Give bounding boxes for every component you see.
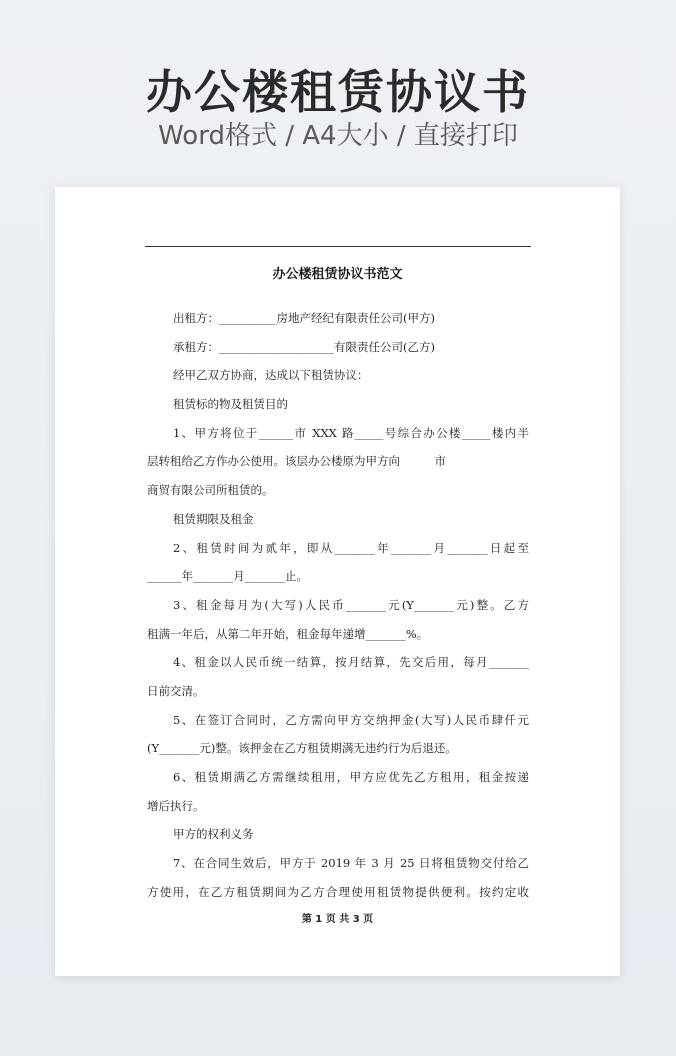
document-body <box>147 304 529 906</box>
document-page <box>55 187 620 976</box>
clause-4-line-2: 日前交清。 <box>147 683 205 698</box>
header-title: 办公楼租赁协议书 <box>146 65 530 119</box>
clause-2-line-2: ______年_______月_______止。 <box>147 569 308 584</box>
page-number-footer: 第 1 页 共 3 页 <box>301 914 374 925</box>
clause-3-line-1: 3、租金每月为(大写)人民币_______元(Y_______元)整。乙方 <box>173 597 529 612</box>
section-heading-lessor-rights: 甲方的权利义务 <box>173 827 254 842</box>
lessor-line: 出租方：__________房地产经纪有限责任公司(甲方) <box>173 311 435 325</box>
clause-5-line-1: 5、在签订合同时，乙方需向甲方交纳押金(大写)人民币肆仟元 <box>173 712 529 727</box>
clause-1-line-1: 1、甲方将位于______市 XXX 路_____号综合办公楼_____楼内半 <box>173 425 529 440</box>
clause-4-line-1: 4、租金以人民币统一结算，按月结算，先交后用，每月_______ <box>173 655 529 670</box>
clause-6-line-1: 6、租赁期满乙方需继续租用，甲方应优先乙方租用，租金按递 <box>173 770 529 784</box>
clause-1-line-3: 商贸有限公司所租赁的。 <box>147 483 274 498</box>
top-rule <box>145 246 531 247</box>
section-heading-subject: 租赁标的物及租赁目的 <box>173 397 288 412</box>
clause-2-line-1: 2、租赁时间为贰年，即从_______年_______月_______日起至 <box>173 540 529 555</box>
clause-7-line-1: 7、在合同生效后，甲方于 2019 年 3 月 25 日将租赁物交付给乙 <box>173 856 529 871</box>
clause-1-line-2: 层转租给乙方作办公使用。该层办公楼原为甲方向 市 <box>147 454 446 469</box>
clause-3-line-2: 租满一年后，从第二年开始，租金每年递增_______%。 <box>147 626 429 641</box>
clause-7-line-2: 方使用，在乙方租赁期间为乙方合理使用租赁物提供便利。按约定收 <box>147 884 529 899</box>
lessee-line: 承租方：____________________有限责任公司(乙方) <box>173 339 435 354</box>
clause-5-line-2: (Y_______元)整。该押金在乙方租赁期满无违约行为后退还。 <box>147 741 457 756</box>
header-subtitle: Word格式 / A4大小 / 直接打印 <box>158 121 518 151</box>
section-heading-term-rent: 租赁期限及租金 <box>173 511 254 526</box>
document-title: 办公楼租赁协议书范文 <box>272 267 403 282</box>
agreement-intro-line: 经甲乙双方协商，达成以下租赁协议： <box>173 368 369 383</box>
clause-6-line-2: 增后执行。 <box>147 798 205 813</box>
